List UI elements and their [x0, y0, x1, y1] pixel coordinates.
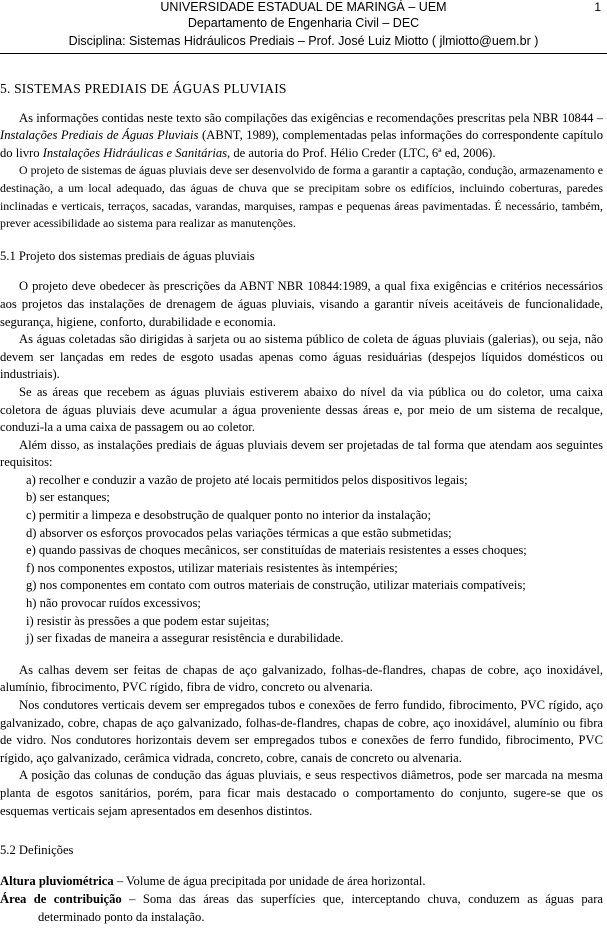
- list-item: c) permitir a limpeza e desobstrução de qualquer ponto no interior da instalação;: [26, 508, 431, 523]
- section-5-1-paragraph-6: Nos condutores verticais devem ser empregados tubos e conexões de ferro fundido, fibrocimento, PVC rígido, aço galvanizado, cobre, chapas de aço galvanizado, folhas-de-flandres, chapas de cobre, aço inoxidável, alumínio ou fibra de vidro. Nos condutores horizontais devem ser empregados tubos e conexões de ferro fundido, fibrocimento, PVC rígido, aço galvanizado, cerâmica vidrada, concreto, cobre, canais de concreto ou alvenaria.: [0, 698, 603, 765]
- section-5-1-paragraph-2: As águas coletadas são dirigidas à sarjeta ou ao sistema público de coleta de águas pluviais (galerias), ou seja, não devem ser lançadas em redes de esgoto usadas apenas como águas residuárias (despejos líquidos domésticos ou industriais).: [0, 332, 603, 382]
- list-item: i) resistir às pressões a que podem estar sujeitas;: [26, 613, 270, 628]
- section-5-intro: As informações contidas neste texto são compilações das exigências e recomendações prescritas pela NBR 10844 – Instalações Prediais de Águas Pluviais (ABNT, 1989), complementadas pelas informações do correspondente capítulo do livro Instalações Hidráulicas e Sanitárias, de autoria do Prof. Hélio Creder (LTC, 6ª ed, 2006).: [0, 110, 604, 160]
- spacer: [0, 648, 603, 662]
- page-number: 1: [594, 0, 601, 14]
- list-item: j) ser fixadas de maneira a assegurar resistência e durabilidade.: [26, 631, 344, 646]
- section-5-1-title: 5.1 Projeto dos sistemas prediais de águas pluviais: [0, 248, 255, 263]
- document-body: [0, 68, 603, 927]
- header-university: UNIVERSIDADE ESTADUAL DE MARINGÁ – UEM: [160, 0, 447, 14]
- section-5-1-paragraph-4: Além disso, as instalações prediais de águas pluviais devem ser projetadas de tal forma que atendam aos seguintes requisitos:: [0, 437, 603, 470]
- list-item: f) nos componentes expostos, utilizar materiais resistentes às intempéries;: [26, 560, 398, 575]
- header-department: Departamento de Engenharia Civil – DEC: [187, 16, 420, 30]
- section-5-1-paragraph-1: O projeto deve obedecer às prescrições da ABNT NBR 10844:1989, a qual fixa exigências e critérios necessários aos projetos das instalações de drenagem de águas pluviais, visando a garantir níveis aceitáveis de funcionalidade, segurança, higiene, conforto, durabilidade e economia.: [0, 279, 603, 329]
- section-5-1-paragraph-3: Se as áreas que recebem as águas pluviais estiverem abaixo do nível da via pública ou do coletor, uma caixa coletora de águas pluviais deve acumular a água proveniente dessas áreas e, por meio de um sistema de recalque, conduzi-la a uma caixa de passagem ou ao coletor.: [0, 384, 603, 435]
- list-item: h) não provocar ruídos excessivos;: [26, 596, 201, 611]
- section-5-title: 5. SISTEMAS PREDIAIS DE ÁGUAS PLUVIAIS: [0, 81, 287, 96]
- header-discipline: Disciplina: Sistemas Hidráulicos Prediais – Prof. José Luiz Miotto ( jlmiotto@uem.br ): [68, 34, 539, 48]
- section-5-paragraph-2: O projeto de sistemas de águas pluviais deve ser desenvolvido de forma a garantir a captação, condução, armazenamento e destinação, a um local adequado, das águas de chuva que se precipitam sobre os edifícios, incluindo coberturas, paredes inclinadas e verticais, terraços, sacadas, varandas, marquises, rampas e pequenas áreas pavimentadas. É necessário, também, prever acessibilidade ao sistema para realizar as manutenções.: [0, 163, 603, 231]
- list-item: e) quando passivas de choques mecânicos, ser constituídas de materiais resistentes a esses choques;: [26, 543, 527, 558]
- requirements-list: [0, 472, 603, 648]
- definition-item: Altura pluviométrica – Volume de água precipitada por unidade de área horizontal.: [0, 873, 426, 888]
- section-5-1-paragraph-5: As calhas devem ser feitas de chapas de aço galvanizado, folhas-de-flandres, chapas de cobre, aço inoxidável, alumínio, fibrocimento, PVC rígido, fibra de vidro, concreto ou alvenaria.: [0, 662, 603, 695]
- header-divider: [0, 53, 607, 54]
- list-item: g) nos componentes em contato com outros materiais de construção, utilizar materiais compatíveis;: [26, 578, 526, 593]
- list-item: b) ser estanques;: [26, 490, 110, 505]
- definition-item: Área de contribuição – Soma das áreas das superfícies que, interceptando chuva, conduzem as águas para determinado ponto da instalação.: [0, 892, 603, 924]
- section-5-1-paragraph-7: A posição das colunas de condução das águas pluviais, e seus respectivos diâmetros, pode ser marcada na mesma planta de esgotos sanitários, porém, para ficar mais destacado o comportamento do conjunto, sugere-se que os esquemas verticais sejam apresentados em desenhos distintos.: [0, 768, 603, 818]
- list-item: d) absorver os esforços provocados pelas variações térmicas a que estão submetidas;: [26, 525, 452, 540]
- section-5-2-title: 5.2 Definições: [0, 843, 74, 858]
- list-item: a) recolher e conduzir a vazão de projeto até locais permitidos pelos dispositivos legais;: [26, 472, 468, 487]
- spacer: [0, 820, 603, 838]
